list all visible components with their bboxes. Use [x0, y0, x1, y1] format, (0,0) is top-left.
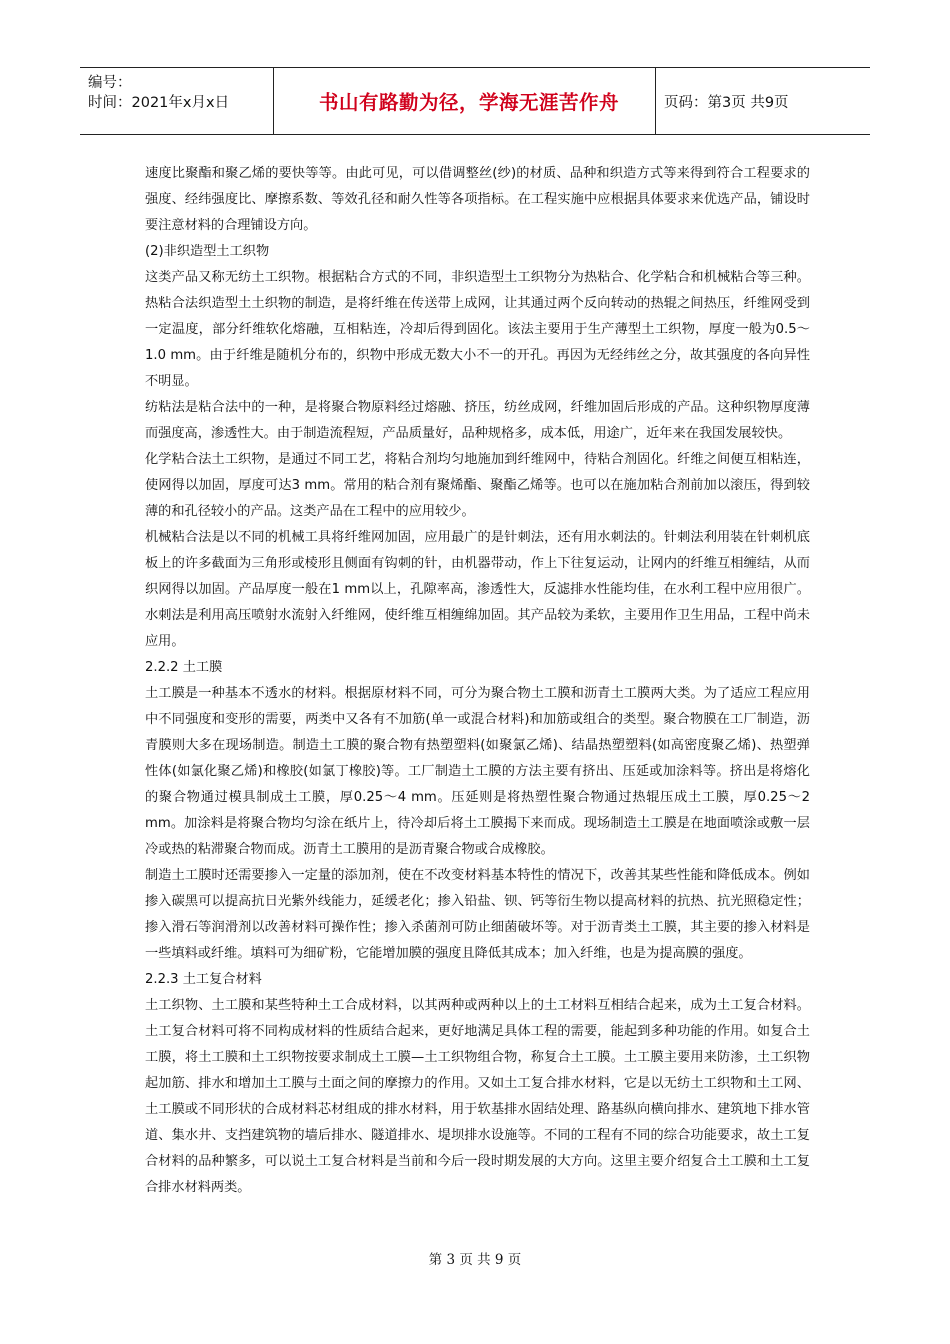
header-motto: 书山有路勤为径，学海无涯苦作舟	[318, 91, 619, 114]
body-paragraph: 化学粘合法土工织物，是通过不同工艺，将粘合剂均匀地施加到纤维网中，待粘合剂固化。纤维之间便互相粘连，使网得以加固，厚度可达3 mm。常用的粘合剂有聚烯酯、聚酯乙烯等。也可以在施加粘合剂前加以滚压，得到较薄的和孔径较小的产品。这类产品在工程中的应用较少。	[145, 452, 810, 519]
section-heading: (2)非织造型土工织物	[145, 244, 270, 259]
header-divider	[273, 68, 274, 134]
body-paragraph: 这类产品又称无纺土工织物。根据粘合方式的不同，非织造型土工织物分为热粘合、化学粘合和机械粘合等三种。热粘合法织造型土土织物的制造，是将纤维在传送带上成网，让其通过两个反向转动的热辊之间热压，纤维网受到一定温度，部分纤维软化熔融，互相粘连，冷却后得到固化。该法主要用于生产薄型土工织物，厚度一般为0.5～1.0 mm。由于纤维是随机分布的，织物中形成无数大小不一的开孔。再因为无经纬丝之分，故其强度的各向异性不明显。	[145, 270, 810, 389]
body-paragraph: 纺粘法是粘合法中的一种，是将聚合物原料经过熔融、挤压，纺丝成网，纤维加固后形成的产品。这种织物厚度薄而强度高，渗透性大。由于制造流程短，产品质量好，品种规格多，成本低，用途广，近年来在我国发展较快。	[145, 400, 810, 441]
body-paragraph: 土工织物、土工膜和某些特种土工合成材料，以其两种或两种以上的土工材料互相结合起来，成为土工复合材料。土工复合材料可将不同构成材料的性质结合起来，更好地满足具体工程的需要，能起到多种功能的作用。如复合土工膜，将土工膜和土工织物按要求制成土工膜—土工织物组合物，称复合土工膜。土工膜主要用来防渗，土工织物起加筋、排水和增加土工膜与土面之间的摩擦力的作用。又如土工复合排水材料，它是以无纺土工织物和土工网、土工膜或不同形状的合成材料芯材组成的排水材料，用于软基排水固结处理、路基纵向横向排水、建筑地下排水管道、集水井、支挡建筑物的墙后排水、隧道排水、堤坝排水设施等。不同的工程有不同的综合功能要求，故土工复合材料的品种繁多，可以说土工复合材料是当前和今后一段时期发展的大方向。这里主要介绍复合土工膜和土工复合排水材料两类。	[145, 998, 810, 1195]
document-number-label: 编号：	[88, 75, 132, 91]
section-heading: 2.2.3 土工复合材料	[145, 972, 262, 987]
header-divider	[655, 68, 656, 134]
section-heading: 2.2.2 土工膜	[145, 660, 223, 675]
body-paragraph: 机械粘合法是以不同的机械工具将纤维网加固，应用最广的是针刺法，还有用水刺法的。针刺法利用装在针刺机底板上的许多截面为三角形或棱形且侧面有钩刺的针，由机器带动，作上下往复运动，让网内的纤维互相缠结，从而织网得以加固。产品厚度一般在1 mm以上，孔隙率高，渗透性大，反滤排水性能均佳，在水利工程中应用很广。水刺法是利用高压喷射水流射入纤维网，使纤维互相缠绵加固。其产品较为柔软，主要用作卫生用品，工程中尚未应用。	[145, 530, 810, 649]
body-paragraph: 速度比聚酯和聚乙烯的要快等等。由此可见，可以借调整丝(纱)的材质、品种和织造方式等来得到符合工程要求的强度、经纬强度比、摩擦系数、等效孔径和耐久性等各项指标。在工程实施中应根据具体要求来优选产品，铺设时要注意材料的合理铺设方向。	[145, 166, 810, 233]
page-footer: 第 3 页 共 9 页	[428, 1252, 522, 1268]
document-body	[145, 161, 810, 1201]
body-paragraph: 土工膜是一种基本不透水的材料。根据原材料不同，可分为聚合物土工膜和沥青土工膜两大类。为了适应工程应用中不同强度和变形的需要，两类中又各有不加筋(单一或混合材料)和加筋或组合的类型。聚合物膜在工厂制造，沥青膜则大多在现场制造。制造土工膜的聚合物有热塑塑料(如聚氯乙烯)、结晶热塑塑料(如高密度聚乙烯)、热塑弹性体(如氯化聚乙烯)和橡胶(如氯丁橡胶)等。工厂制造土工膜的方法主要有挤出、压延或加涂料等。挤出是将熔化的聚合物通过模具制成土工膜，厚0.25～4 mm。压延则是将热塑性聚合物通过热辊压成土工膜，厚0.25～2 mm。加涂料是将聚合物均匀涂在纸片上，待冷却后将土工膜揭下来而成。现场制造土工膜是在地面喷涂或敷一层冷或热的粘滞聚合物而成。沥青土工膜用的是沥青聚合物或合成橡胶。	[145, 686, 810, 857]
body-paragraph: 制造土工膜时还需要掺入一定量的添加剂，使在不改变材料基本特性的情况下，改善其某些性能和降低成本。例如掺入碳黑可以提高抗日光紫外线能力，延缓老化；掺入铅盐、钡、钙等衍生物以提高材料的抗热、抗光照稳定性；掺入滑石等润滑剂以改善材料可操作性；掺入杀菌剂可防止细菌破坏等。对于沥青类土工膜，其主要的掺入材料是一些填料或纤维。填料可为细矿粉，它能增加膜的强度且降低其成本；加入纤维，也是为提高膜的强度。	[145, 868, 810, 961]
header-page-info: 页码：第3页 共9页	[664, 94, 789, 111]
header-meta	[88, 73, 229, 113]
document-time-label: 时间：2021年x月x日	[88, 95, 230, 111]
page-header	[80, 67, 870, 135]
